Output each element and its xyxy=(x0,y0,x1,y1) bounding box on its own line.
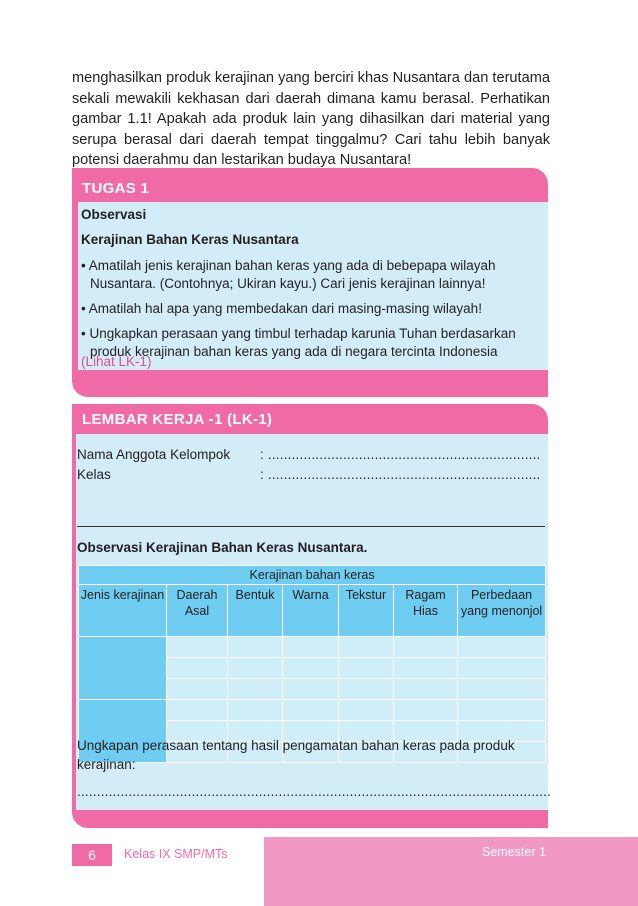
tugas-body xyxy=(78,202,548,370)
book-title: Kelas IX SMP/MTs xyxy=(124,847,228,861)
table-cell[interactable] xyxy=(283,637,339,658)
table-row xyxy=(79,637,546,658)
table-cell[interactable] xyxy=(339,637,394,658)
table-cell[interactable] xyxy=(458,679,546,700)
table-cell[interactable] xyxy=(79,637,167,700)
table-cell[interactable] xyxy=(228,700,283,721)
tugas-list-item: • Amatilah hal apa yang membedakan dari masing-masing wilayah! xyxy=(81,301,482,316)
table-cell[interactable] xyxy=(394,637,458,658)
table-cell[interactable] xyxy=(458,658,546,679)
table-cell[interactable] xyxy=(283,679,339,700)
field-label: Kelas xyxy=(77,467,111,482)
tugas-reference-note: (Lihat LK-1) xyxy=(81,354,152,369)
table-cell[interactable] xyxy=(339,658,394,679)
field-fill-line[interactable]: : ..................................................................... xyxy=(260,447,541,462)
observation-title: Observasi Kerajinan Bahan Keras Nusantara. xyxy=(77,540,368,555)
table-cell[interactable] xyxy=(339,700,394,721)
table-cell[interactable] xyxy=(394,700,458,721)
table-cell[interactable] xyxy=(394,658,458,679)
lembar-kerja-body xyxy=(76,434,552,810)
column-header: Perbedaan yang menonjol xyxy=(458,585,546,637)
tugas-list-item: • Amatilah jenis kerajinan bahan keras yang ada di bebepapa wilayah Nusantara. (Contohnya; Ukiran kayu.) Cari jenis kerajinan lainnya! xyxy=(81,258,496,291)
table-cell[interactable] xyxy=(283,700,339,721)
table-cell[interactable] xyxy=(458,700,546,721)
page-number: 6 xyxy=(72,844,112,866)
field-label: Nama Anggota Kelompok xyxy=(77,447,231,462)
table-cell[interactable] xyxy=(339,679,394,700)
tugas-list xyxy=(81,257,541,368)
column-header: Jenis kerajinan xyxy=(79,585,167,637)
table-cell[interactable] xyxy=(394,679,458,700)
column-header: Ragam Hias xyxy=(394,585,458,637)
column-header: Warna xyxy=(283,585,339,637)
lembar-kerja-box xyxy=(72,404,552,828)
intro-paragraph: menghasilkan produk kerajinan yang berciri khas Nusantara dan terutama sekali mewakili kekhasan dari daerah dimana kamu berasal. Perhatikan gambar 1.1! Apakah ada produk lain yang dihasilkan dari material yang serupa berasal dari daerah tempat tinggalmu? Cari tahu lebih banyak potensi daerahmu dan lestarikan budaya Nusantara! xyxy=(72,70,550,168)
tugas-list-item: • Ungkapkan perasaan yang timbul terhadap karunia Tuhan berdasarkan produk kerajinan bahan keras yang ada di negara tercinta Indonesia xyxy=(81,326,516,359)
semester-label: Semester 1 xyxy=(482,845,546,859)
table-cell[interactable] xyxy=(167,679,228,700)
table-cell[interactable] xyxy=(228,679,283,700)
observation-table xyxy=(78,565,546,763)
table-cell[interactable] xyxy=(167,700,228,721)
feeling-fill-line[interactable]: ........................................................................................................................ xyxy=(77,784,552,799)
tugas-title: TUGAS 1 xyxy=(82,180,150,197)
column-header: Bentuk xyxy=(228,585,283,637)
table-super-header: Kerajinan bahan keras xyxy=(79,566,546,585)
table-cell[interactable] xyxy=(228,637,283,658)
tugas-subtitle-kerajinan: Kerajinan Bahan Keras Nusantara xyxy=(81,232,299,247)
column-header: Daerah Asal xyxy=(167,585,228,637)
footer-bar xyxy=(264,837,638,906)
table-row xyxy=(79,700,546,721)
tugas-box xyxy=(72,168,548,397)
table-cell[interactable] xyxy=(167,637,228,658)
column-header: Tekstur xyxy=(339,585,394,637)
table-cell[interactable] xyxy=(283,658,339,679)
table-cell[interactable] xyxy=(167,658,228,679)
table-cell[interactable] xyxy=(458,637,546,658)
divider xyxy=(77,526,545,527)
table-cell[interactable] xyxy=(228,658,283,679)
tugas-subtitle-observasi: Observasi xyxy=(81,207,147,222)
lembar-kerja-title: LEMBAR KERJA -1 (LK-1) xyxy=(82,411,273,428)
feeling-prompt: Ungkapan perasaan tentang hasil pengamatan bahan keras pada produk kerajinan: xyxy=(77,738,515,772)
field-fill-line[interactable]: : ..................................................................... xyxy=(260,467,541,482)
